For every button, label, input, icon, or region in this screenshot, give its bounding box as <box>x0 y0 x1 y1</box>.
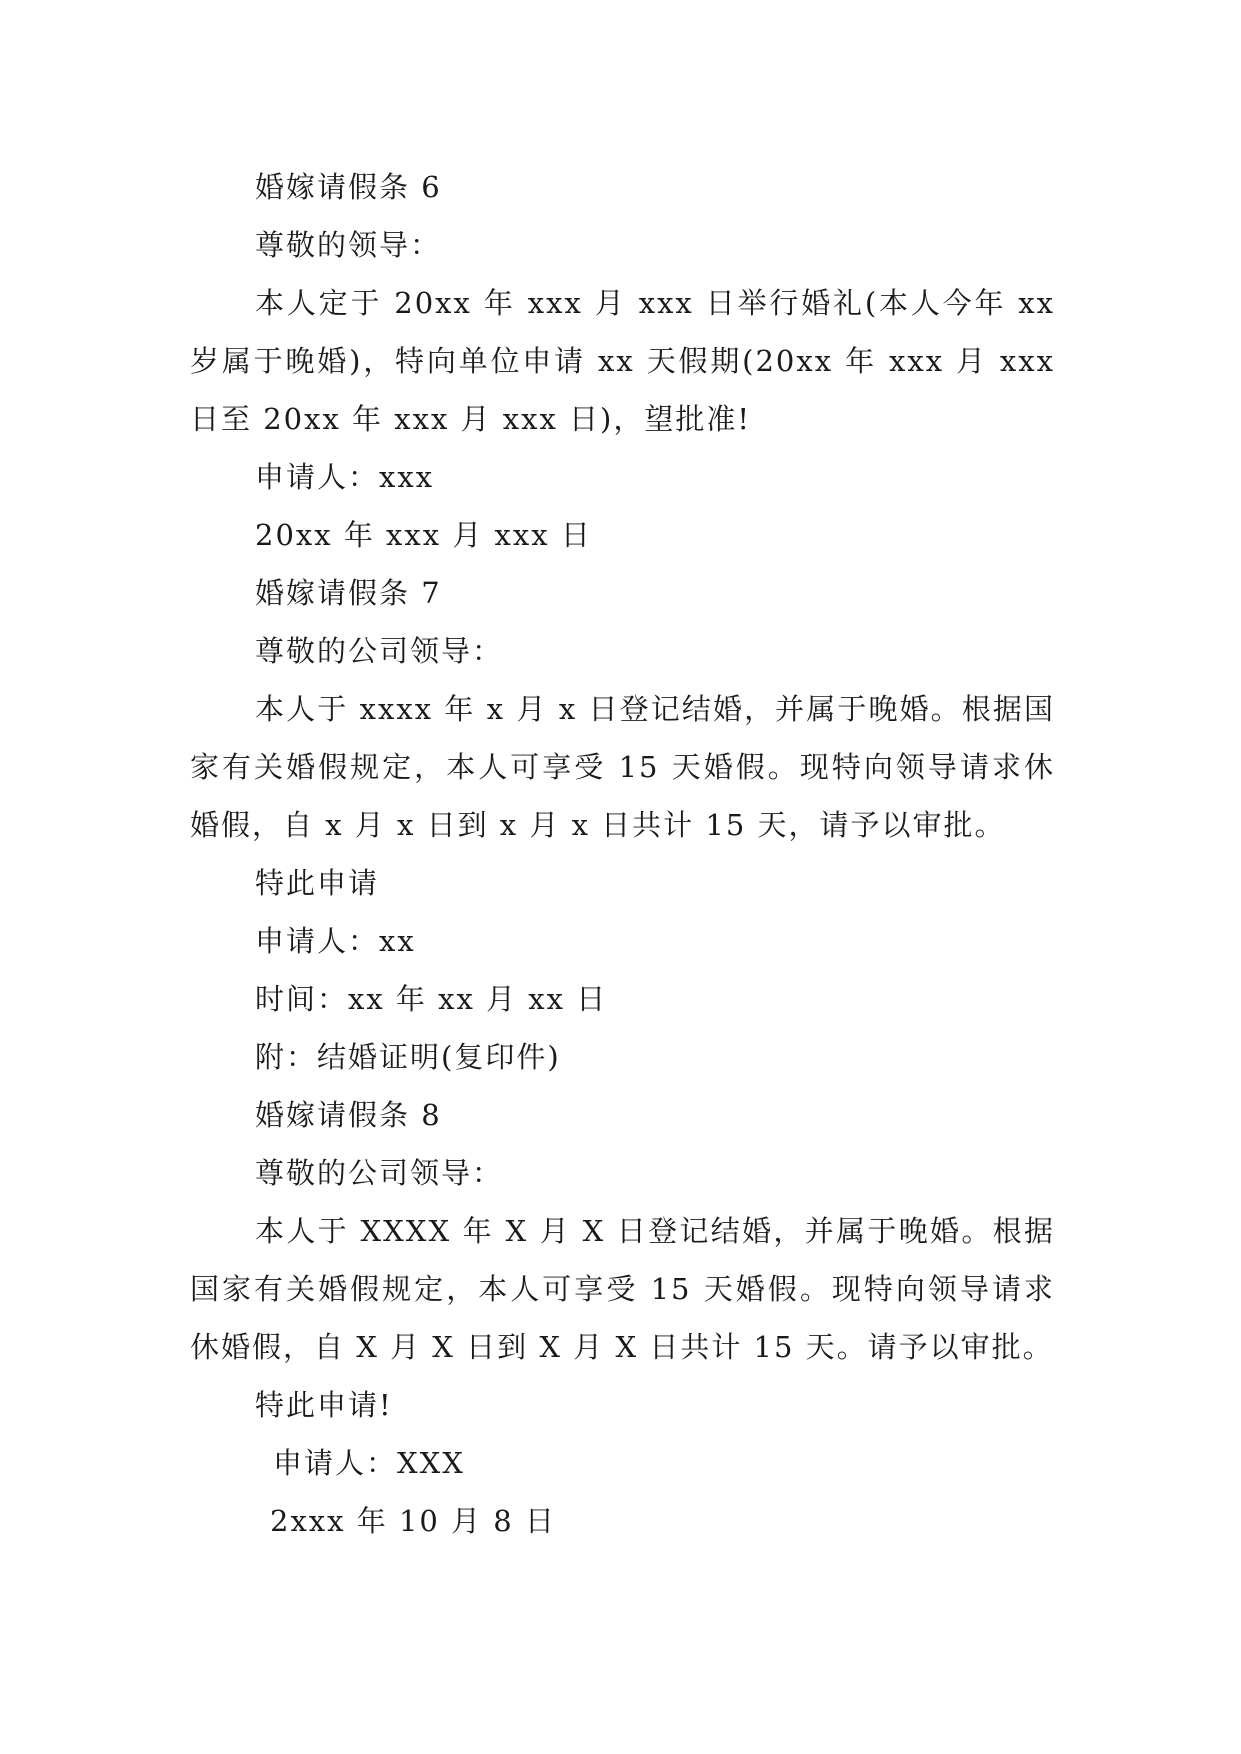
section-title: 婚嫁请假条 8 <box>255 1098 442 1132</box>
body-paragraph: 本人于 xxxx 年 x 月 x 日登记结婚，并属于晚婚。根据国家有关婚假规定，本人可享受 15 天婚假。现特向领导请求休婚假，自 x 月 x 日到 x 月 x 日共计 15 天，请予以审批。 <box>190 692 1055 842</box>
applicant-line: 申请人：XXX <box>273 1446 465 1480</box>
body-paragraph: 本人于 XXXX 年 X 月 X 日登记结婚，并属于晚婚。根据国家有关婚假规定，本人可享受 15 天婚假。现特向领导请求休婚假，自 X 月 X 日到 X 月 X 日共计 15 天。请予以审批。 <box>190 1214 1055 1364</box>
applicant-line: 申请人：xx <box>255 924 416 958</box>
document-body <box>190 158 1060 1550</box>
salutation: 尊敬的公司领导： <box>255 634 504 668</box>
applicant-line: 申请人：xxx <box>255 460 435 494</box>
body-paragraph: 本人定于 20xx 年 xxx 月 xxx 日举行婚礼(本人今年 xx 岁属于晚婚)，特向单位申请 xx 天假期(20xx 年 xxx 月 xxx 日至 20xx 年 xxx 月 xxx 日)，望批准! <box>190 286 1055 436</box>
section-title: 婚嫁请假条 7 <box>255 576 442 610</box>
date-line: 2xxx 年 10 月 8 日 <box>270 1504 556 1538</box>
attachment-line: 附：结婚证明(复印件) <box>255 1040 561 1074</box>
closing-line: 特此申请 <box>255 866 380 900</box>
section-title: 婚嫁请假条 6 <box>255 170 442 204</box>
salutation: 尊敬的公司领导： <box>255 1156 504 1190</box>
time-line: 时间：xx 年 xx 月 xx 日 <box>255 982 608 1016</box>
salutation: 尊敬的领导： <box>255 228 442 262</box>
closing-line: 特此申请! <box>255 1388 393 1422</box>
date-line: 20xx 年 xxx 月 xxx 日 <box>255 518 592 552</box>
